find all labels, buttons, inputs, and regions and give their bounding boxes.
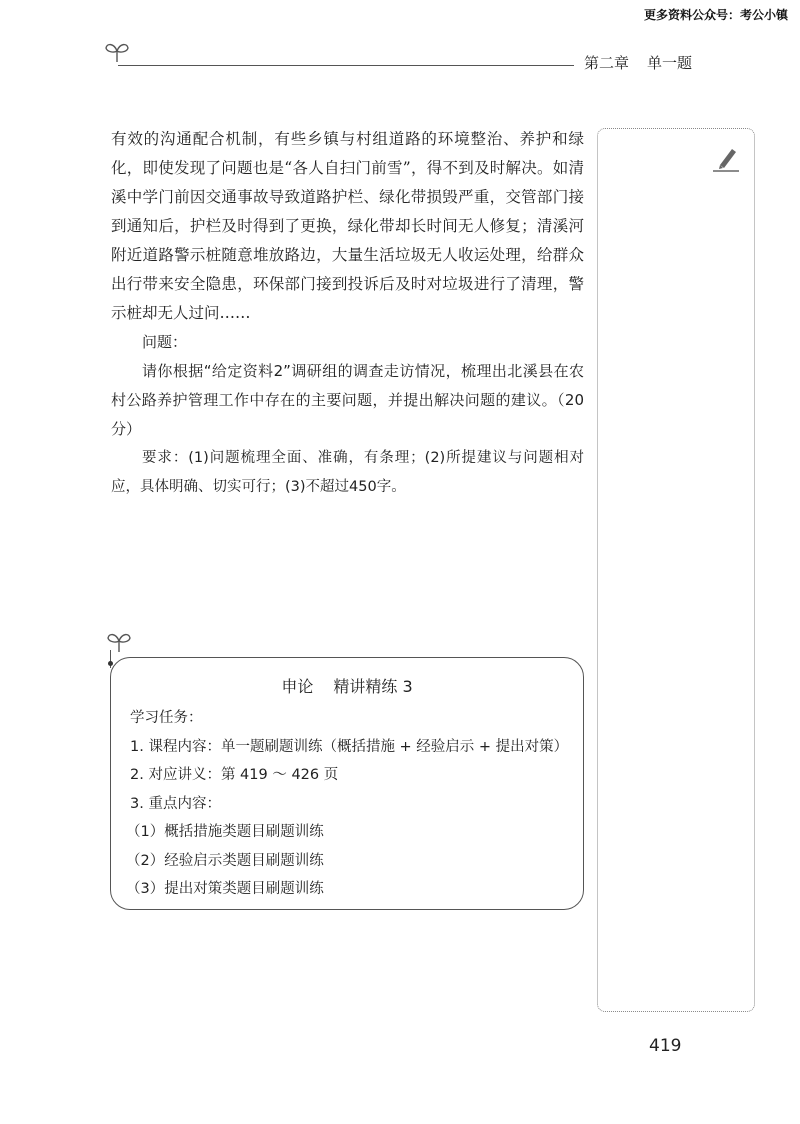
sprout-icon (104, 37, 130, 67)
task-line-course: 1. 课程内容：单一题刷题训练（概括措施 + 经验启示 + 提出对策） (130, 738, 569, 755)
continuation-paragraph: 有效的沟通配合机制，有些乡镇与村组道路的环境整治、养护和绿化，即使发现了问题也是“各人自扫门前雪”，得不到及时解决。如清溪中学门前因交通事故导致道路护栏、绿化带损毁严重，交管部门接到通知后，护栏及时得到了更换，绿化带却长时间无人修复；清溪河附近道路警示桩随意堆放路边，大量生活垃圾无人收运处理，给群众出行带来安全隐患，环保部门接到投诉后及时对垃圾进行了清理，警示桩却无人过问…… (111, 130, 584, 322)
requirements-paragraph: 要求：(1)问题梳理全面、准确，有条理；(2)所提建议与问题相对应，具体明确、切实可行；(3)不超过450字。 (111, 450, 584, 495)
main-text (111, 125, 584, 502)
pencil-icon (710, 143, 740, 177)
page-number: 419 (649, 1036, 682, 1056)
task-line-focus: 3. 重点内容： (130, 795, 221, 812)
question-label: 问题： (142, 333, 188, 351)
task-subitem-countermeasure: （3）提出对策类题目刷题训练 (126, 881, 324, 897)
section-label: 单一题 (647, 54, 693, 72)
notes-panel[interactable] (597, 128, 755, 1012)
task-box-title (111, 674, 583, 697)
study-task-box (110, 657, 584, 910)
task-title-part2: 精讲精练 3 (333, 677, 413, 696)
task-line-handout: 2. 对应讲义：第 419 ～ 426 页 (130, 767, 339, 783)
task-list (126, 704, 575, 904)
task-title-part1: 申论 (281, 677, 314, 696)
question-paragraph: 请你根据“给定资料2”调研组的调查走访情况，梳理出北溪县在农村公路养护管理工作中存在的主要问题，并提出解决问题的建议。（20分） (111, 362, 584, 438)
task-subitem-experience: （2）经验启示类题目刷题训练 (126, 852, 324, 869)
chapter-heading (584, 52, 714, 73)
task-heading: 学习任务： (130, 710, 203, 726)
chapter-label: 第二章 (584, 54, 630, 72)
watermark-text: 更多资料公众号：考公小镇 (643, 8, 788, 22)
task-subitem-summary: （1）概括措施类题目刷题训练 (126, 824, 324, 840)
header-rule (118, 65, 574, 66)
